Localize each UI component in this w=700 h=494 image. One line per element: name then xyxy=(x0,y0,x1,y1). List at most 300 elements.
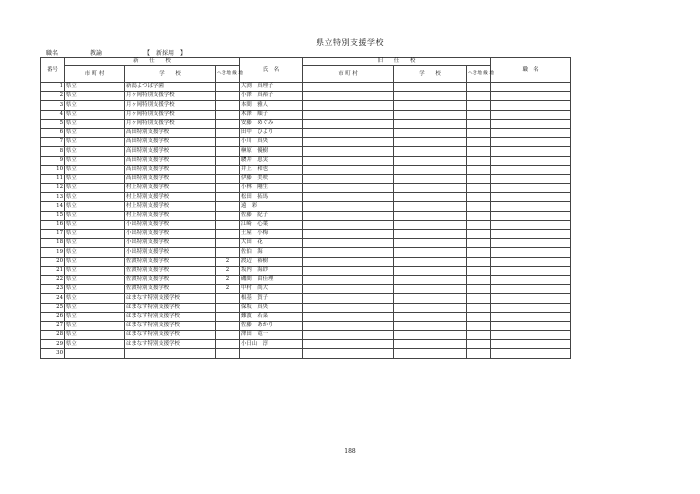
old-remote-cell xyxy=(467,275,491,284)
old-city-cell xyxy=(303,331,394,340)
name-cell: 小澤 真裕子 xyxy=(240,92,303,101)
position-cell xyxy=(491,211,571,220)
old-school-cell xyxy=(394,119,467,128)
row-number-cell: 2 xyxy=(41,92,65,101)
new-remote-cell xyxy=(216,174,240,183)
row-number-cell: 9 xyxy=(41,156,65,165)
row-number-cell: 19 xyxy=(41,248,65,257)
new-school-cell: 村上特別支援学校 xyxy=(125,184,216,193)
table-row xyxy=(41,349,571,358)
name-cell: 難波 若菜 xyxy=(240,312,303,321)
new-school-cell: 小出特別支援学校 xyxy=(125,239,216,248)
name-cell: 榊原 優樹 xyxy=(240,147,303,156)
old-city-cell xyxy=(303,312,394,321)
new-school-cell: はまなす特別支援学校 xyxy=(125,294,216,303)
table-row xyxy=(41,285,571,294)
table-row xyxy=(41,101,571,110)
new-city-cell: 県立 xyxy=(65,340,125,349)
new-school-cell: 高田特別支援学校 xyxy=(125,128,216,137)
row-number-cell: 26 xyxy=(41,312,65,321)
new-remote-cell xyxy=(216,83,240,92)
old-city-cell xyxy=(303,174,394,183)
header-old-remote: へき地 級 地 xyxy=(467,66,491,83)
position-cell xyxy=(491,312,571,321)
row-number-cell: 11 xyxy=(41,174,65,183)
page-title: 県立特別支援学校 xyxy=(316,38,384,47)
old-city-cell xyxy=(303,239,394,248)
new-city-cell: 県立 xyxy=(65,331,125,340)
old-remote-cell xyxy=(467,156,491,165)
name-cell: 佐伯 海 xyxy=(240,248,303,257)
new-city-cell: 県立 xyxy=(65,138,125,147)
row-number-cell: 27 xyxy=(41,321,65,330)
row-number-cell: 15 xyxy=(41,211,65,220)
old-remote-cell xyxy=(467,285,491,294)
row-number-cell: 5 xyxy=(41,119,65,128)
new-city-cell: 県立 xyxy=(65,165,125,174)
old-school-cell xyxy=(394,110,467,119)
old-remote-cell xyxy=(467,266,491,275)
new-city-cell: 県立 xyxy=(65,83,125,92)
name-cell: 磯間 由佳理 xyxy=(240,275,303,284)
new-city-cell: 県立 xyxy=(65,294,125,303)
new-remote-cell xyxy=(216,138,240,147)
old-remote-cell xyxy=(467,321,491,330)
header-position: 職 名 xyxy=(491,58,571,83)
position-cell xyxy=(491,230,571,239)
new-city-cell: 県立 xyxy=(65,92,125,101)
name-cell: 渡辺 裕樹 xyxy=(240,257,303,266)
old-school-cell xyxy=(394,312,467,321)
old-school-cell xyxy=(394,275,467,284)
old-remote-cell xyxy=(467,340,491,349)
new-school-cell: 高田特別支援学校 xyxy=(125,165,216,174)
position-cell xyxy=(491,303,571,312)
new-school-cell: 佐渡特別支援学校 xyxy=(125,266,216,275)
old-remote-cell xyxy=(467,230,491,239)
header-new-school: 学 校 xyxy=(125,66,216,83)
new-remote-cell xyxy=(216,92,240,101)
row-number-cell: 30 xyxy=(41,349,65,358)
new-remote-cell xyxy=(216,303,240,312)
old-remote-cell xyxy=(467,248,491,257)
new-remote-cell xyxy=(216,110,240,119)
old-city-cell xyxy=(303,83,394,92)
new-city-cell: 県立 xyxy=(65,230,125,239)
old-city-cell xyxy=(303,285,394,294)
new-remote-cell: 2 xyxy=(216,285,240,294)
old-city-cell xyxy=(303,303,394,312)
new-school-cell: 高田特別支援学校 xyxy=(125,147,216,156)
old-remote-cell xyxy=(467,110,491,119)
old-city-cell xyxy=(303,349,394,358)
meta-line xyxy=(46,48,346,56)
row-number-cell: 22 xyxy=(41,275,65,284)
old-remote-cell xyxy=(467,211,491,220)
old-school-cell xyxy=(394,266,467,275)
table-row xyxy=(41,83,571,92)
new-city-cell: 県立 xyxy=(65,211,125,220)
old-school-cell xyxy=(394,321,467,330)
old-remote-cell xyxy=(467,257,491,266)
new-remote-cell xyxy=(216,340,240,349)
new-remote-cell xyxy=(216,202,240,211)
name-cell: 井上 和也 xyxy=(240,165,303,174)
old-remote-cell xyxy=(467,165,491,174)
row-number-cell: 14 xyxy=(41,202,65,211)
new-remote-cell xyxy=(216,220,240,229)
new-city-cell: 県立 xyxy=(65,174,125,183)
position-cell xyxy=(491,128,571,137)
old-city-cell xyxy=(303,202,394,211)
old-remote-cell xyxy=(467,128,491,137)
new-school-cell: はまなす特別支援学校 xyxy=(125,303,216,312)
old-remote-cell xyxy=(467,220,491,229)
new-remote-cell xyxy=(216,119,240,128)
new-city-cell xyxy=(65,349,125,358)
position-cell xyxy=(491,184,571,193)
old-remote-cell xyxy=(467,202,491,211)
new-city-cell: 県立 xyxy=(65,202,125,211)
new-city-cell: 県立 xyxy=(65,128,125,137)
name-cell: 土屋 小梅 xyxy=(240,230,303,239)
table-row xyxy=(41,147,571,156)
position-cell xyxy=(491,266,571,275)
old-remote-cell xyxy=(467,92,491,101)
table-row xyxy=(41,294,571,303)
new-city-cell: 県立 xyxy=(65,321,125,330)
old-city-cell xyxy=(303,147,394,156)
position-cell xyxy=(491,119,571,128)
position-cell xyxy=(491,321,571,330)
old-city-cell xyxy=(303,257,394,266)
table-row xyxy=(41,312,571,321)
new-school-cell: 月ヶ岡特別支援学校 xyxy=(125,101,216,110)
old-school-cell xyxy=(394,165,467,174)
row-number-cell: 21 xyxy=(41,266,65,275)
old-city-cell xyxy=(303,275,394,284)
roster-body xyxy=(41,83,571,359)
old-remote-cell xyxy=(467,174,491,183)
name-cell: 保坂 真央 xyxy=(240,303,303,312)
header-old-school: 学 校 xyxy=(394,66,467,83)
position-cell xyxy=(491,110,571,119)
name-cell xyxy=(240,349,303,358)
old-school-cell xyxy=(394,202,467,211)
name-cell: 佐藤 あかり xyxy=(240,321,303,330)
header-row-1 xyxy=(41,58,571,66)
name-cell: 小林 剛生 xyxy=(240,184,303,193)
new-school-cell: 村上特別支援学校 xyxy=(125,193,216,202)
new-remote-cell xyxy=(216,349,240,358)
old-city-cell xyxy=(303,294,394,303)
name-cell: 駿井 恵実 xyxy=(240,156,303,165)
old-school-cell xyxy=(394,230,467,239)
row-number-cell: 24 xyxy=(41,294,65,303)
table-row xyxy=(41,211,571,220)
new-school-cell: 高田特別支援学校 xyxy=(125,174,216,183)
old-school-cell xyxy=(394,83,467,92)
old-city-cell xyxy=(303,230,394,239)
position-cell xyxy=(491,101,571,110)
new-school-cell: 月ヶ岡特別支援学校 xyxy=(125,110,216,119)
new-school-cell: はまなす特別支援学校 xyxy=(125,331,216,340)
table-row xyxy=(41,202,571,211)
table-row xyxy=(41,230,571,239)
old-city-cell xyxy=(303,92,394,101)
new-city-cell: 県立 xyxy=(65,101,125,110)
old-school-cell xyxy=(394,340,467,349)
new-city-cell: 県立 xyxy=(65,266,125,275)
old-school-cell xyxy=(394,156,467,165)
new-remote-cell xyxy=(216,156,240,165)
new-school-cell: 高田特別支援学校 xyxy=(125,138,216,147)
row-number-cell: 23 xyxy=(41,285,65,294)
table-row xyxy=(41,239,571,248)
new-city-cell: 県立 xyxy=(65,110,125,119)
new-city-cell: 県立 xyxy=(65,248,125,257)
name-cell: 小川 真央 xyxy=(240,138,303,147)
new-remote-cell: 2 xyxy=(216,266,240,275)
new-school-cell: 村上特別支援学校 xyxy=(125,202,216,211)
table-row xyxy=(41,257,571,266)
position-cell xyxy=(491,220,571,229)
name-cell: 根基 賀子 xyxy=(240,294,303,303)
role-label: 職名 xyxy=(46,50,59,57)
name-cell: 木澤 順子 xyxy=(240,110,303,119)
new-remote-cell xyxy=(216,321,240,330)
new-school-cell: 小出特別支援学校 xyxy=(125,248,216,257)
table-row xyxy=(41,331,571,340)
table-row xyxy=(41,184,571,193)
old-city-cell xyxy=(303,119,394,128)
old-school-cell xyxy=(394,239,467,248)
row-number-cell: 7 xyxy=(41,138,65,147)
name-cell: 遠 彩 xyxy=(240,202,303,211)
new-remote-cell xyxy=(216,101,240,110)
old-school-cell xyxy=(394,303,467,312)
old-remote-cell xyxy=(467,83,491,92)
name-cell: 大渕 真理子 xyxy=(240,83,303,92)
position-cell xyxy=(491,138,571,147)
new-school-cell: はまなす特別支援学校 xyxy=(125,340,216,349)
old-school-cell xyxy=(394,101,467,110)
old-school-cell xyxy=(394,92,467,101)
row-number-cell: 28 xyxy=(41,331,65,340)
new-school-cell: はまなす特別支援学校 xyxy=(125,312,216,321)
table-row xyxy=(41,128,571,137)
old-remote-cell xyxy=(467,184,491,193)
new-school-cell xyxy=(125,349,216,358)
old-school-cell xyxy=(394,257,467,266)
position-cell xyxy=(491,294,571,303)
header-new-school-group: 新 任 校 xyxy=(65,58,240,66)
position-cell xyxy=(491,174,571,183)
new-city-cell: 県立 xyxy=(65,257,125,266)
new-remote-cell xyxy=(216,230,240,239)
new-remote-cell xyxy=(216,211,240,220)
header-old-school-group: 旧 任 校 xyxy=(303,58,491,66)
old-remote-cell xyxy=(467,312,491,321)
category-label: 【 新採用 】 xyxy=(144,50,187,57)
new-school-cell: 月ヶ岡特別支援学校 xyxy=(125,92,216,101)
position-cell xyxy=(491,147,571,156)
position-cell xyxy=(491,202,571,211)
row-number-cell: 17 xyxy=(41,230,65,239)
name-cell: 松田 拓馬 xyxy=(240,193,303,202)
old-school-cell xyxy=(394,174,467,183)
page-number: 188 xyxy=(344,448,356,455)
table-row xyxy=(41,165,571,174)
table-row xyxy=(41,193,571,202)
new-remote-cell xyxy=(216,331,240,340)
new-city-cell: 県立 xyxy=(65,220,125,229)
position-cell xyxy=(491,239,571,248)
new-city-cell: 県立 xyxy=(65,184,125,193)
header-new-remote: へき地 級 地 xyxy=(216,66,240,83)
old-school-cell xyxy=(394,349,467,358)
old-city-cell xyxy=(303,156,394,165)
old-city-cell xyxy=(303,211,394,220)
name-cell: 安藤 めぐみ xyxy=(240,119,303,128)
row-number-cell: 18 xyxy=(41,239,65,248)
new-remote-cell xyxy=(216,147,240,156)
old-city-cell xyxy=(303,184,394,193)
old-remote-cell xyxy=(467,331,491,340)
table-row xyxy=(41,119,571,128)
new-school-cell: 小出特別支援学校 xyxy=(125,220,216,229)
new-city-cell: 県立 xyxy=(65,285,125,294)
new-school-cell: 佐渡特別支援学校 xyxy=(125,275,216,284)
new-city-cell: 県立 xyxy=(65,275,125,284)
new-remote-cell xyxy=(216,184,240,193)
table-row xyxy=(41,275,571,284)
header-name: 氏 名 xyxy=(240,58,303,83)
table-row xyxy=(41,248,571,257)
name-cell: 澤田 竜一 xyxy=(240,331,303,340)
new-school-cell: はまなす特別支援学校 xyxy=(125,321,216,330)
header-num: 番号 xyxy=(41,58,65,83)
old-city-cell xyxy=(303,128,394,137)
table-row xyxy=(41,321,571,330)
old-city-cell xyxy=(303,321,394,330)
position-cell xyxy=(491,156,571,165)
old-city-cell xyxy=(303,138,394,147)
old-remote-cell xyxy=(467,239,491,248)
old-remote-cell xyxy=(467,101,491,110)
row-number-cell: 13 xyxy=(41,193,65,202)
new-city-cell: 県立 xyxy=(65,239,125,248)
name-cell: 坂内 海紗 xyxy=(240,266,303,275)
old-school-cell xyxy=(394,331,467,340)
position-cell xyxy=(491,340,571,349)
old-school-cell xyxy=(394,147,467,156)
position-cell xyxy=(491,83,571,92)
position-cell xyxy=(491,349,571,358)
new-school-cell: 新潟よつば学園 xyxy=(125,83,216,92)
table-row xyxy=(41,220,571,229)
position-cell xyxy=(491,257,571,266)
position-cell xyxy=(491,285,571,294)
old-city-cell xyxy=(303,101,394,110)
new-remote-cell: 2 xyxy=(216,275,240,284)
name-cell: 本間 雅人 xyxy=(240,101,303,110)
old-city-cell xyxy=(303,266,394,275)
row-number-cell: 29 xyxy=(41,340,65,349)
old-city-cell xyxy=(303,165,394,174)
header-new-city: 市 町 村 xyxy=(65,66,125,83)
old-remote-cell xyxy=(467,349,491,358)
new-city-cell: 県立 xyxy=(65,147,125,156)
position-cell xyxy=(491,248,571,257)
role-value: 教諭 xyxy=(90,50,103,57)
old-remote-cell xyxy=(467,294,491,303)
row-number-cell: 6 xyxy=(41,128,65,137)
position-cell xyxy=(491,92,571,101)
row-number-cell: 10 xyxy=(41,165,65,174)
new-remote-cell: 2 xyxy=(216,257,240,266)
new-school-cell: 佐渡特別支援学校 xyxy=(125,285,216,294)
new-city-cell: 県立 xyxy=(65,303,125,312)
old-city-cell xyxy=(303,248,394,257)
table-row xyxy=(41,303,571,312)
position-cell xyxy=(491,331,571,340)
new-remote-cell xyxy=(216,193,240,202)
new-school-cell: 高田特別支援学校 xyxy=(125,156,216,165)
old-school-cell xyxy=(394,128,467,137)
name-cell: 田中 ひより xyxy=(240,128,303,137)
new-city-cell: 県立 xyxy=(65,312,125,321)
old-city-cell xyxy=(303,340,394,349)
header-old-city: 市 町 村 xyxy=(303,66,394,83)
old-city-cell xyxy=(303,110,394,119)
old-school-cell xyxy=(394,285,467,294)
old-school-cell xyxy=(394,211,467,220)
new-remote-cell xyxy=(216,248,240,257)
old-remote-cell xyxy=(467,138,491,147)
table-row xyxy=(41,92,571,101)
position-cell xyxy=(491,193,571,202)
name-cell: 佐藤 紀子 xyxy=(240,211,303,220)
new-remote-cell xyxy=(216,312,240,321)
new-city-cell: 県立 xyxy=(65,156,125,165)
old-school-cell xyxy=(394,184,467,193)
table-row xyxy=(41,174,571,183)
old-remote-cell xyxy=(467,147,491,156)
new-school-cell: 小出特別支援学校 xyxy=(125,230,216,239)
name-cell: 小日山 淳 xyxy=(240,340,303,349)
row-number-cell: 3 xyxy=(41,101,65,110)
old-school-cell xyxy=(394,193,467,202)
old-remote-cell xyxy=(467,119,491,128)
new-remote-cell xyxy=(216,128,240,137)
new-school-cell: 月ヶ岡特別支援学校 xyxy=(125,119,216,128)
new-city-cell: 県立 xyxy=(65,193,125,202)
new-remote-cell xyxy=(216,239,240,248)
table-row xyxy=(41,266,571,275)
row-number-cell: 25 xyxy=(41,303,65,312)
row-number-cell: 1 xyxy=(41,83,65,92)
new-remote-cell xyxy=(216,294,240,303)
row-number-cell: 12 xyxy=(41,184,65,193)
position-cell xyxy=(491,165,571,174)
old-school-cell xyxy=(394,248,467,257)
row-number-cell: 16 xyxy=(41,220,65,229)
old-school-cell xyxy=(394,294,467,303)
name-cell: 伊藤 美咲 xyxy=(240,174,303,183)
row-number-cell: 4 xyxy=(41,110,65,119)
position-cell xyxy=(491,275,571,284)
